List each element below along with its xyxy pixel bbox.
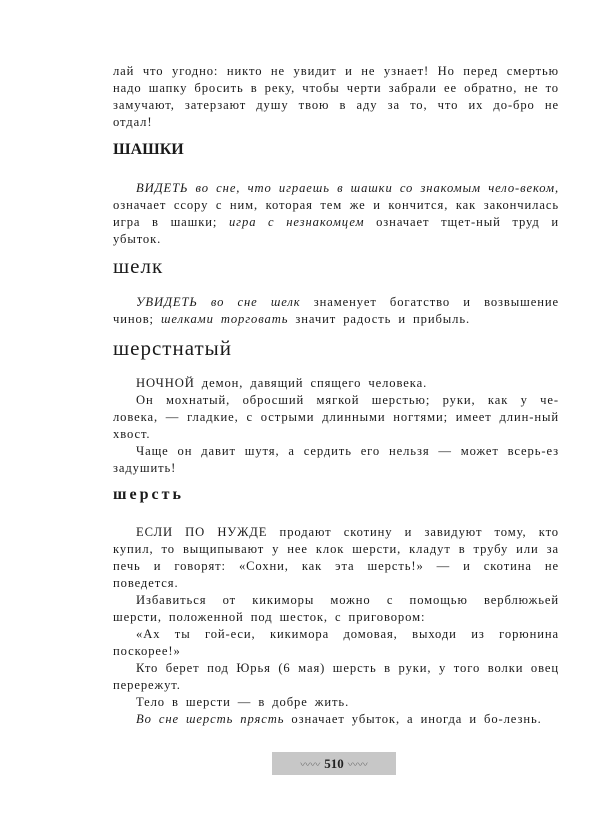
shelk-body [113, 294, 559, 328]
shelk-text: знаменует богатство и возвышение чинов; [113, 295, 559, 326]
shashki-dream-phrase: ВИДЕТЬ во сне, что играешь в шашки со знакомым чело-веком, [136, 181, 559, 195]
section-sherstnatyi [113, 336, 559, 361]
sherstnatyi-p2: Он мохнатый, обросший мягкой шерстью; руки, как у че-ловека, — гладкие, с острыми длинными ногтями; имеет длин-ный хвост. [113, 393, 559, 441]
sherst-body [113, 524, 559, 728]
shashki-paragraph [113, 180, 559, 248]
page-number-badge [272, 752, 396, 775]
intro-paragraph: лай что угодно: никто не увидит и не узнает! Но перед смертью надо шапку бросить в реку, чтобы черти забрали ее обратно, не то замучают, затерзают душу твою в аду за то, что их до-бро не отдал! [113, 64, 559, 129]
shelk-paragraph [113, 294, 559, 328]
sherst-dream-phrase: Во сне шерсть прясть [136, 712, 285, 726]
ornament-left-icon: 〰〰 [300, 760, 321, 771]
sherst-p6 [113, 711, 559, 728]
sherst-p2: Избавиться от кикиморы можно с помощью верблюжьей шерсти, положенной под шесток, с приговором: [113, 593, 559, 624]
shashki-tail: означает тщет-ный труд и убыток. [113, 215, 559, 246]
ornament-right-icon: 〰〰 [347, 760, 368, 771]
shashki-text: означает ссору с ним, которая тем же и кончится, как закончилась игра в шашки; [113, 198, 559, 229]
shashki-body [113, 180, 559, 248]
heading-shashki: ШАШКИ [113, 141, 184, 158]
sherstnatyi-p1: НОЧНОЙ демон, давящий спящего человека. [136, 376, 428, 390]
heading-sherst: шерсть [113, 486, 184, 503]
sherst-p4: Кто берет под Юрья (6 мая) шерсть в руки, у того волки овец перережут. [113, 661, 559, 692]
section-sherst [113, 486, 559, 504]
shelk-tail: значит радость и прибыль. [288, 312, 471, 326]
shelk-trade-phrase: шелками торговать [161, 312, 289, 326]
section-shashki [113, 141, 559, 159]
section-shelk [113, 254, 559, 279]
sherstnatyi-p3: Чаще он давит шутя, а сердить его нельзя — может всерь-ез задушить! [113, 444, 559, 475]
intro-block [113, 63, 559, 131]
sherstnatyi-body [113, 375, 559, 477]
sherst-tail: означает убыток, а иногда и бо-лезнь. [284, 712, 542, 726]
heading-sherstnatyi: шерстнатый [113, 336, 233, 360]
page-number: 510 [324, 755, 344, 771]
sherst-p3: «Ах ты гой-еси, кикимора домовая, выходи из горюнина поскорее!» [113, 627, 559, 658]
sherst-p1: ЕСЛИ ПО НУЖДЕ продают скотину и завидуют тому, кто купил, то выщипывают у нее клок шерсти, кладут в трубу или за печь и говорят: «Сохни, как эта шерсть!» — и скотина не поведется. [113, 525, 559, 590]
shashki-stranger-phrase: игра с незнакомцем [228, 215, 365, 229]
sherst-p5: Тело в шерсти — в добре жить. [136, 695, 350, 709]
shelk-dream-phrase: УВИДЕТЬ во сне шелк [136, 295, 301, 309]
heading-shelk: шелк [113, 254, 164, 278]
